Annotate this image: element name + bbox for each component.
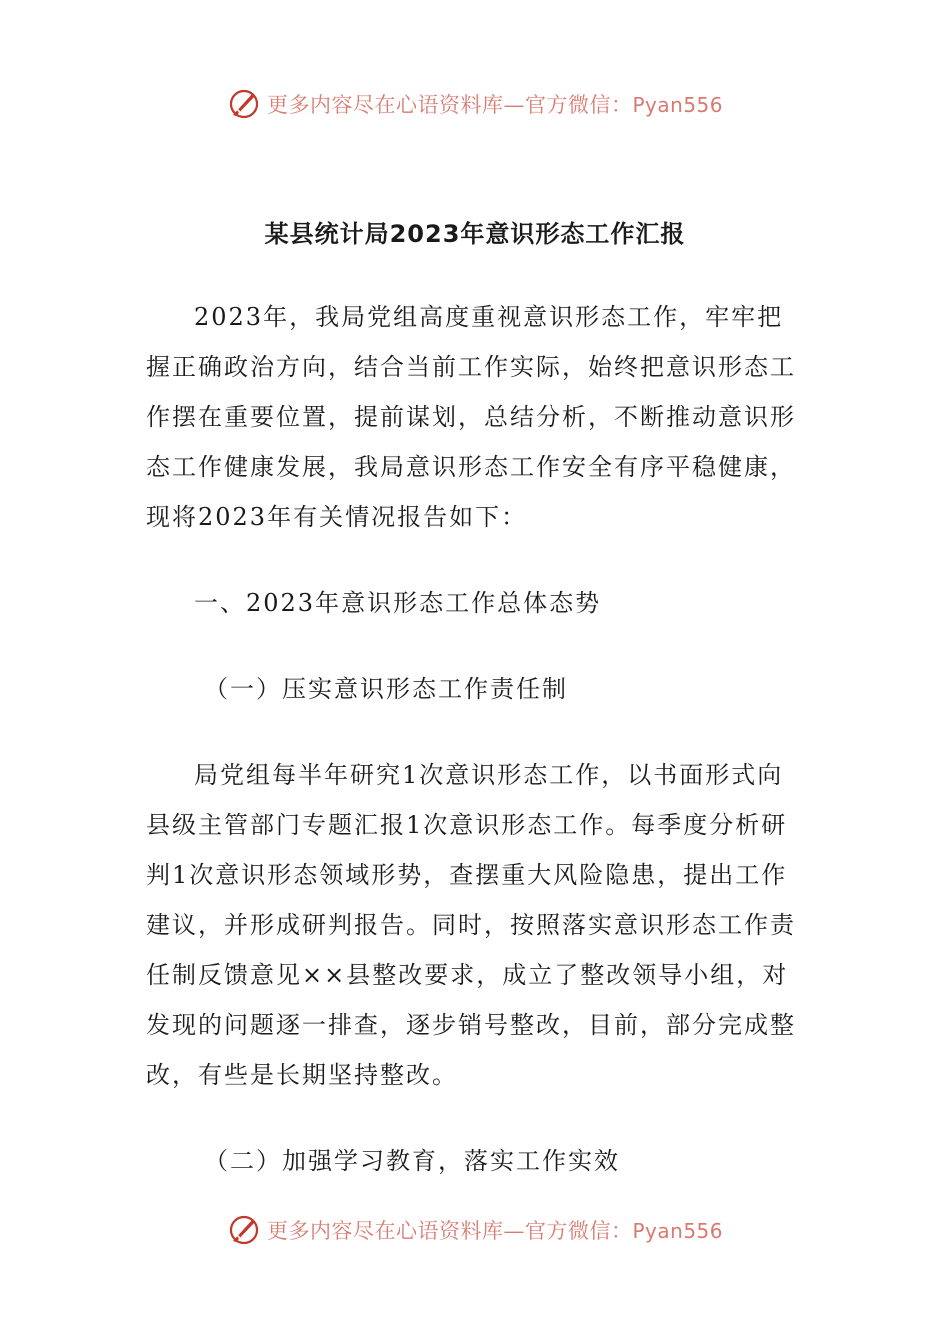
quill-pen-logo-icon (227, 87, 261, 121)
watermark-banner-bottom (0, 1210, 950, 1250)
watermark-text: 更多内容尽在心语资料库—官方微信：Pyan556 (266, 93, 723, 117)
subsection-paragraph-1: 局党组每半年研究1次意识形态工作，以书面形式向县级主管部门专题汇报1次意识形态工作。每季度分析研判1次意识形态领域形势，查摆重大风险隐患，提出工作建议，并形成研判报告。同时，按照落实意识形态工作责任制反馈意见××县整改要求，成立了整改领导小组，对发现的问题逐一排查，逐步销号整改，目前，部分完成整改，有些是长期坚持整改。 (146, 761, 796, 1089)
document-body (146, 292, 806, 1222)
intro-paragraph: 2023年，我局党组高度重视意识形态工作，牢牢把握正确政治方向，结合当前工作实际，始终把意识形态工作摆在重要位置，提前谋划，总结分析，不断推动意识形态工作健康发展，我局意识形态工作安全有序平稳健康，现将2023年有关情况报告如下： (146, 303, 796, 531)
watermark-text: 更多内容尽在心语资料库—官方微信：Pyan556 (266, 1219, 723, 1243)
subsection-heading-1: （一）压实意识形态工作责任制 (204, 675, 568, 703)
quill-pen-logo-icon (227, 1213, 261, 1247)
document-title: 某县统计局2023年意识形态工作汇报 (264, 220, 686, 248)
watermark-banner-top (0, 84, 950, 124)
section-heading-1: 一、2023年意识形态工作总体态势 (194, 589, 602, 617)
subsection-heading-2: （二）加强学习教育，落实工作实效 (204, 1147, 620, 1175)
